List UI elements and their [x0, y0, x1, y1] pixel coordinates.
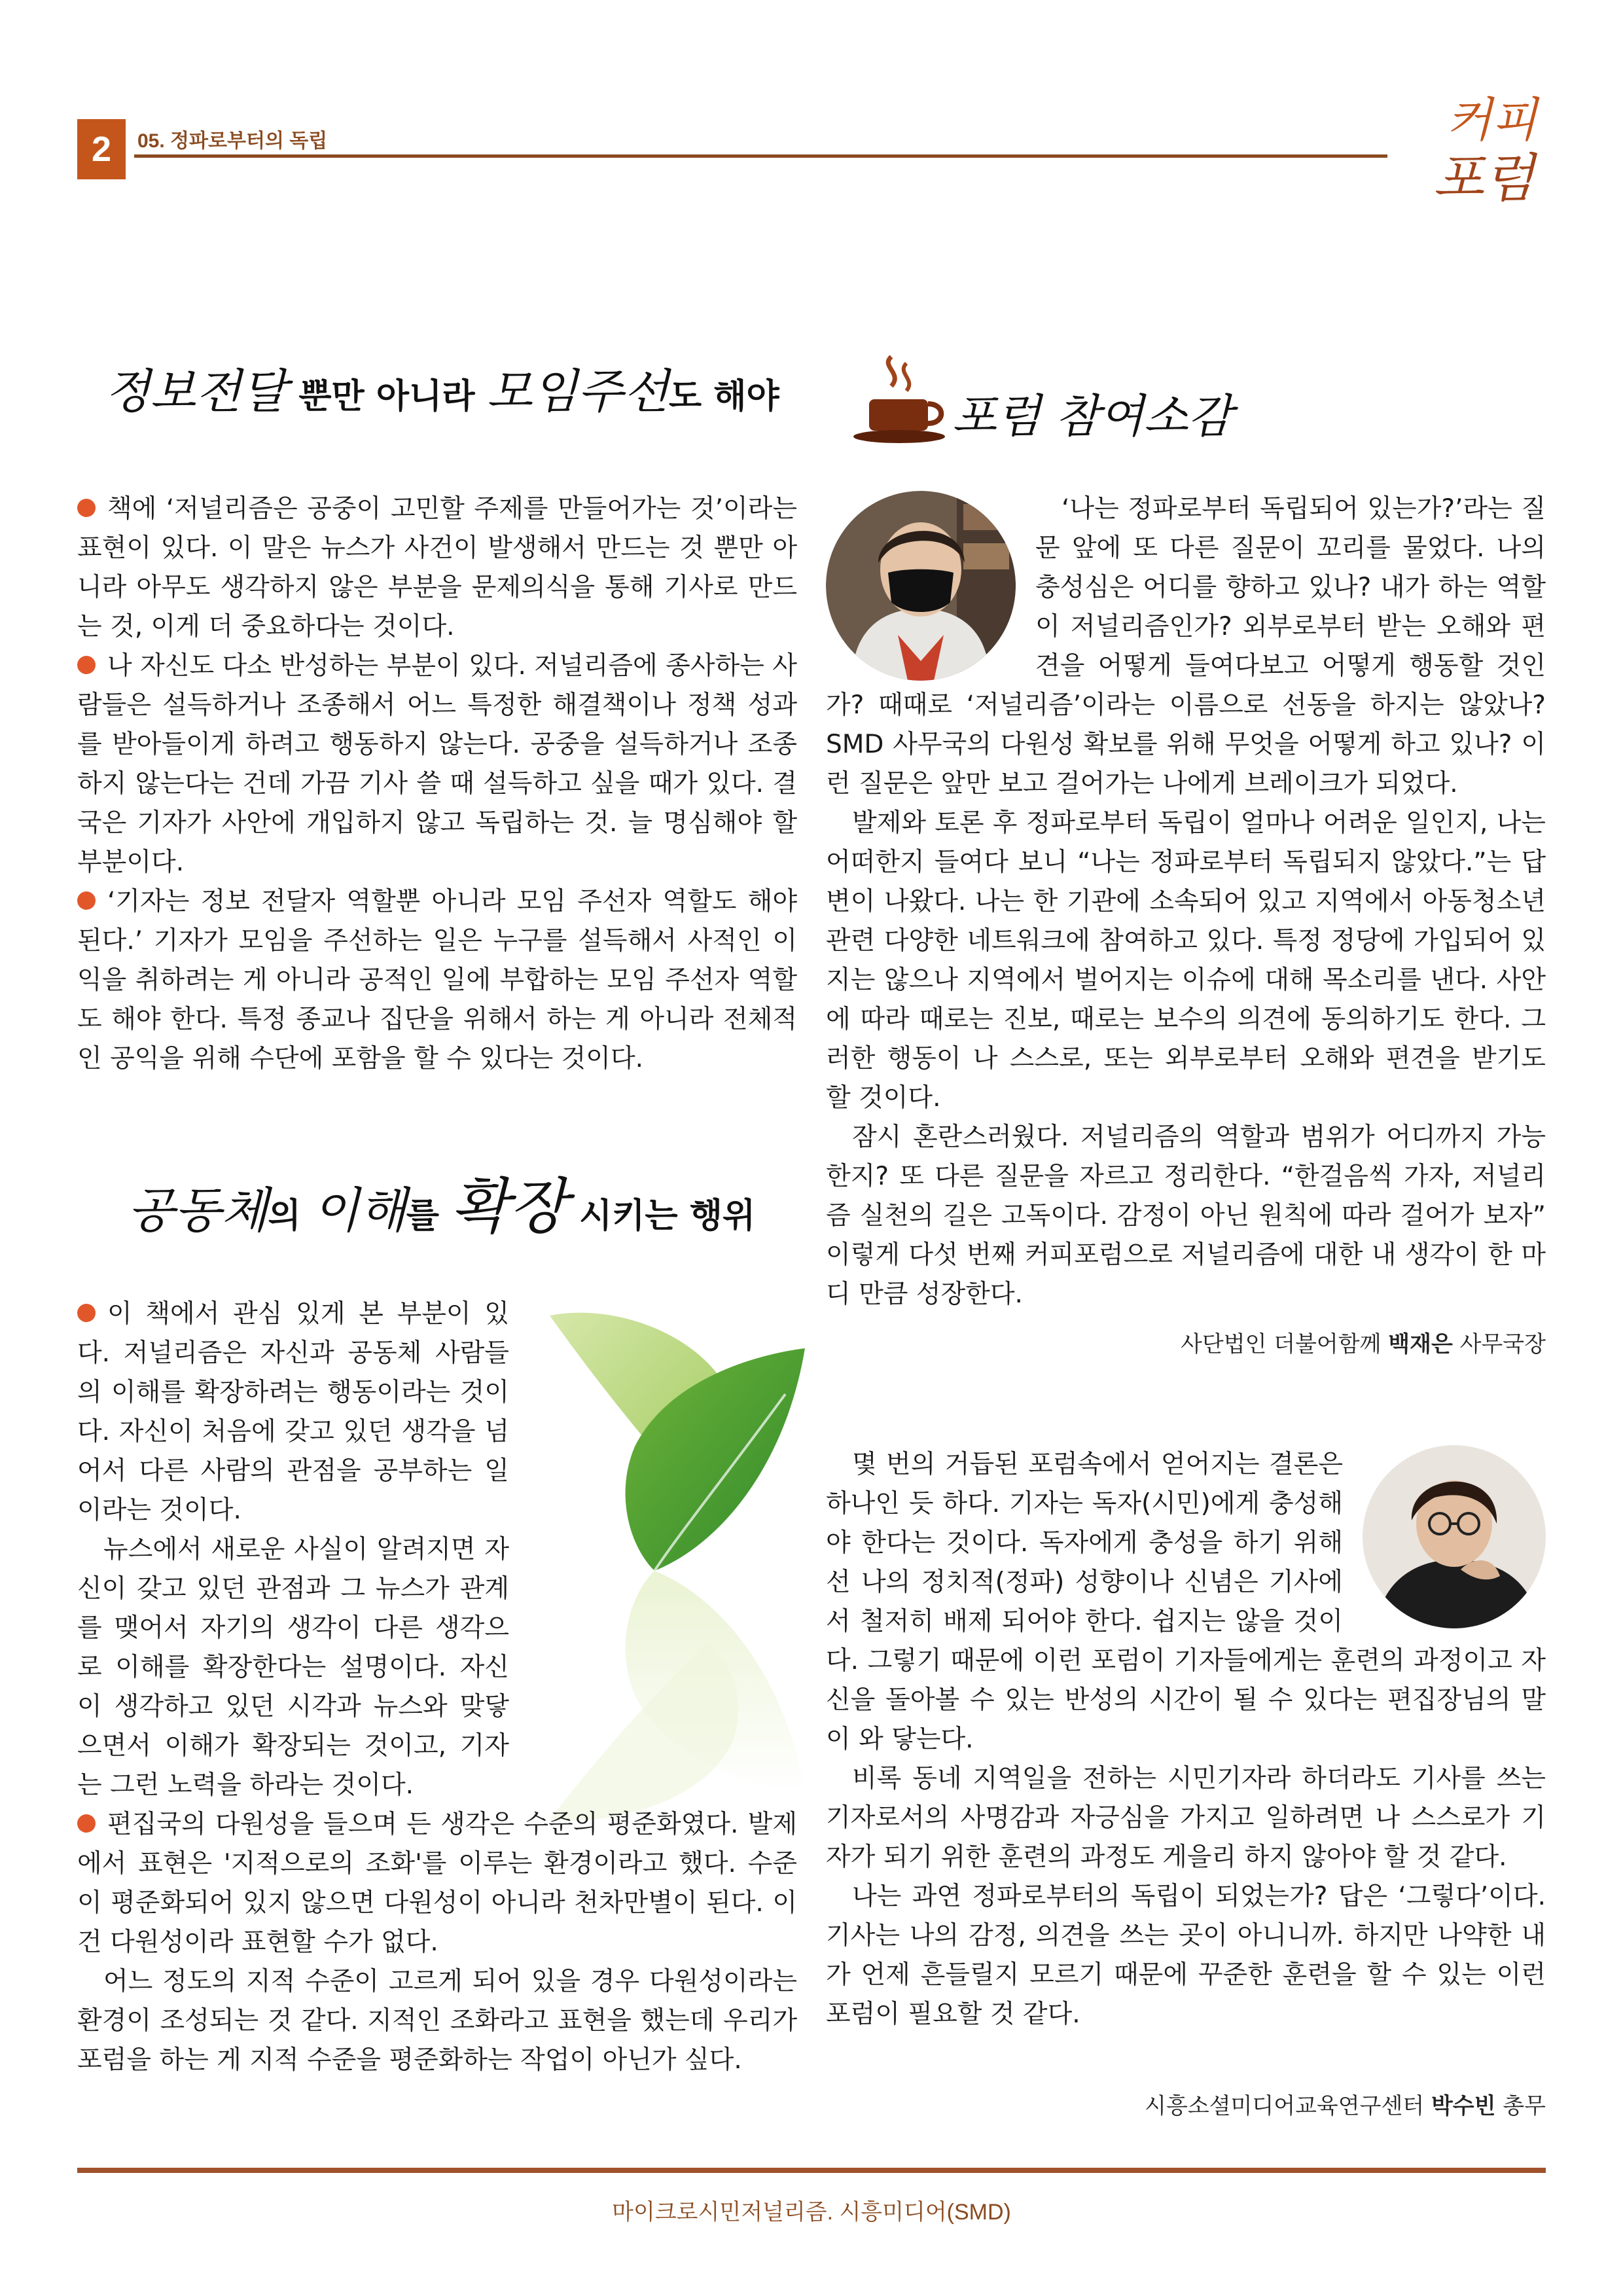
heading2-part2: 의 [268, 1196, 313, 1236]
paragraph: 이 책에서 관심 있게 본 부분이 있다. 저널리즘은 자신과 공동체 사람들의 이해를 확장하려는 행동이라는 것이다. 자신이 처음에 갖고 있던 생각을 넘어서 다른 사람의 관점을 공부하는 일이라는 것이다. [77, 1299, 509, 1525]
left-heading-1 [105, 353, 792, 425]
byline-1-name: 백재은 [1388, 1331, 1453, 1357]
page-number: 2 [77, 119, 126, 179]
logo-line1: 커피 [1446, 92, 1538, 147]
paragraph: ‘기자는 정보 전달자 역할뿐 아니라 모임 주선자 역할도 해야 된다.’ 기자가 모임을 주선하는 일은 누구를 설득해서 사적인 이익을 취하려는 게 아니라 공적인 일에 부합하는 모임 주선자 역할도 해야 한다. 특정 종교나 집단을 위해서 하는 게 아니라 전체적인 공익을 위해 수단에 포함을 할 수 있다는 것이다. [77, 887, 797, 1073]
section-title: 05. 정파로부터의 독립 [137, 130, 328, 152]
paragraph: 잠시 혼란스러웠다. 저널리즘의 역할과 범위가 어디까지 가능한지? 또 다른 질문을 자르고 정리한다. “한걸음씩 가자, 저널리즘 실천의 길은 고독이다. 감정이 아닌 원칙에 따라 걸어가 보자” 이렇게 다섯 번째 커피포럼으로 저널리즘에 대한 내 생각이 한 마디 만큼 성장한다. [826, 1122, 1546, 1309]
paragraph: 편집국의 다원성을 들으며 든 생각은 수준의 평준화였다. 발제에서 표현은 '지적으로의 조화'를 이루는 환경이라고 했다. 수준이 평준화되어 있지 않으면 다원성이 아니라 천차만별이 된다. 이건 다원성이라 표현할 수가 없다. [77, 1810, 797, 1957]
left-section-2-wide [77, 1805, 797, 2080]
byline-2 [826, 2088, 1546, 2120]
bullet-icon [77, 656, 96, 674]
paragraph: 뉴스에서 새로운 사실이 알려지면 자신이 갖고 있던 관점과 그 뉴스가 관계를 맺어서 자기의 생각이 다른 생각으로 이해를 확장한다는 설명이다. 자신이 생각하고 있던 시각과 뉴스와 맞닿으면서 이해가 확장되는 것이고, 기자는 그런 노력을 하라는 것이다. [77, 1535, 509, 1800]
bullet-icon [77, 1814, 96, 1833]
heading2-part3: 이해 [312, 1183, 406, 1239]
paragraph: 발제와 토론 후 정파로부터 독립이 얼마나 어려운 일인지, 나는 어떠한지 들여다 보니 “나는 정파로부터 독립되지 않았다.”는 답변이 나왔다. 나는 한 기관에 소속되어 있고 지역에서 아동청소년 관련 다양한 네트워크에 참여하고 있다. 특정 정당에 가입되어 있지는 않으나 지역에서 벌어지는 이슈에 대해 목소리를 낸다. 사안에 따라 때로는 진보, 때로는 보수의 의견에 동의하기도 한다. 그러한 행동이 나 스스로, 또는 외부로부터 오해와 편견을 받기도 할 것이다. [826, 808, 1546, 1113]
paragraph: 어느 정도의 지적 수준이 고르게 되어 있을 경우 다원성이라는 환경이 조성되는 것 같다. 지적인 조화라고 표현을 했는데 우리가 포럼을 하는 게 지적 수준을 평준화하는 작업이 아닌가 싶다. [77, 1967, 797, 2075]
left-heading-2 [128, 1158, 815, 1242]
byline-2-role: 총무 [1495, 2093, 1546, 2119]
footer-text: 마이크로시민저널리즘. 시흥미디어(SMD) [612, 2200, 1011, 2225]
leaf-illustration [537, 1296, 825, 1833]
byline-1-org: 사단법인 더불어함께 [1181, 1331, 1389, 1357]
bullet-icon [77, 891, 96, 910]
byline-2-name: 박수빈 [1431, 2093, 1496, 2119]
bullet-icon [77, 499, 96, 517]
heading2-part1: 공동체 [128, 1183, 268, 1239]
heading1-part3: 모임주선 [486, 364, 669, 419]
heading2-part5: 확장 [451, 1172, 567, 1242]
bullet-icon [77, 1304, 96, 1322]
photo-wrap-space [826, 490, 1016, 686]
byline-1-role: 사무국장 [1452, 1331, 1546, 1357]
heading1-part2: 뿐만 아니라 [287, 377, 487, 416]
paragraph: ‘나는 정파로부터 독립되어 있는가?’라는 질문 앞에 또 다른 질문이 꼬리를 물었다. 나의 충성심은 어디를 향하고 있나? 내가 하는 역할이 저널리즘인가? 외부로부터 받는 오해와 편견을 어떻게 들여다보고 어떻게 행동할 것인가? 때때로 ‘저널리즘’이라는 이름으로 선동을 하지는 않았나? SMD 사무국의 다원성 확보를 위해 무엇을 어떻게 하고 있나? 이런 질문은 앞만 보고 걸어가는 나에게 브레이크가 되었다. [826, 494, 1546, 798]
header-rule [134, 154, 1387, 158]
byline-2-org: 시흥소셜미디어교육연구센터 [1145, 2093, 1431, 2119]
paragraph: 몇 번의 거듭된 포럼속에서 얻어지는 결론은 하나인 듯 하다. 기자는 독자(시민)에게 충성해야 한다는 것이다. 독자에게 충성을 하기 위해선 나의 정치적(정파) 성향이나 신념은 기사에서 철저히 배제 되어야 한다. 쉽지는 않을 것이다. 그렇기 때문에 이런 포럼이 기자들에게는 훈련의 과정이고 자신을 돌아볼 수 있는 반성의 시간이 될 수 있다는 편집장님의 말이 와 닿는다. [826, 1450, 1546, 1754]
right-review-1 [826, 490, 1546, 1314]
heading1-part1: 정보전달 [105, 364, 287, 419]
paragraph: 책에 ‘저널리즘은 공중이 고민할 주제를 만들어가는 것’이라는 표현이 있다. 이 말은 뉴스가 사건이 발생해서 만드는 것 뿐만 아니라 아무도 생각하지 않은 부분을 문제의식을 통해 기사로 만드는 것, 이게 더 중요하다는 것이다. [77, 494, 797, 641]
paragraph: 비록 동네 지역일을 전하는 시민기자라 하더라도 기사를 쓰는 기자로서의 사명감과 자긍심을 가지고 일하려면 나 스스로가 기자가 되기 위한 훈련의 과정도 게을리 하지 않아야 할 것 같다. [826, 1764, 1546, 1872]
heading2-part6: 시키는 행위 [567, 1196, 756, 1236]
footer-rule [77, 2168, 1546, 2173]
right-review-2 [826, 1445, 1546, 2034]
coffee-cup-icon [851, 350, 955, 448]
coffee-forum-logo [1420, 79, 1571, 216]
heading1-part4: 도 해야 [668, 377, 779, 416]
paragraph: 나 자신도 다소 반성하는 부분이 있다. 저널리즘에 종사하는 사람들은 설득하거나 조종해서 어느 특정한 해결책이나 정책 성과를 받아들이게 하려고 행동하지 않는다. 공중을 설득하거나 조종하지 않는다는 건데 가끔 기사 쓸 때 설득하고 싶을 때가 있다. 결국은 기자가 사안에 개입하지 않고 독립하는 것. 늘 명심해야 할 부분이다. [77, 651, 797, 877]
logo-line2: 포럼 [1433, 148, 1535, 209]
left-section-1 [77, 490, 797, 1079]
paragraph: 나는 과연 정파로부터의 독립이 되었는가? 답은 ‘그렇다’이다. 기사는 나의 감정, 의견을 쓰는 곳이 아니니까. 하지만 나약한 내가 언제 흔들릴지 모르기 때문에 꾸준한 훈련을 할 수 있는 이런 포럼이 필요할 것 같다. [826, 1882, 1546, 2029]
photo-wrap-space [1363, 1445, 1546, 1641]
right-heading: 포럼 참여소감 [952, 389, 1232, 443]
byline-1 [826, 1326, 1546, 1358]
heading2-part4: 를 [406, 1196, 452, 1236]
left-section-2-narrow [77, 1295, 509, 1805]
